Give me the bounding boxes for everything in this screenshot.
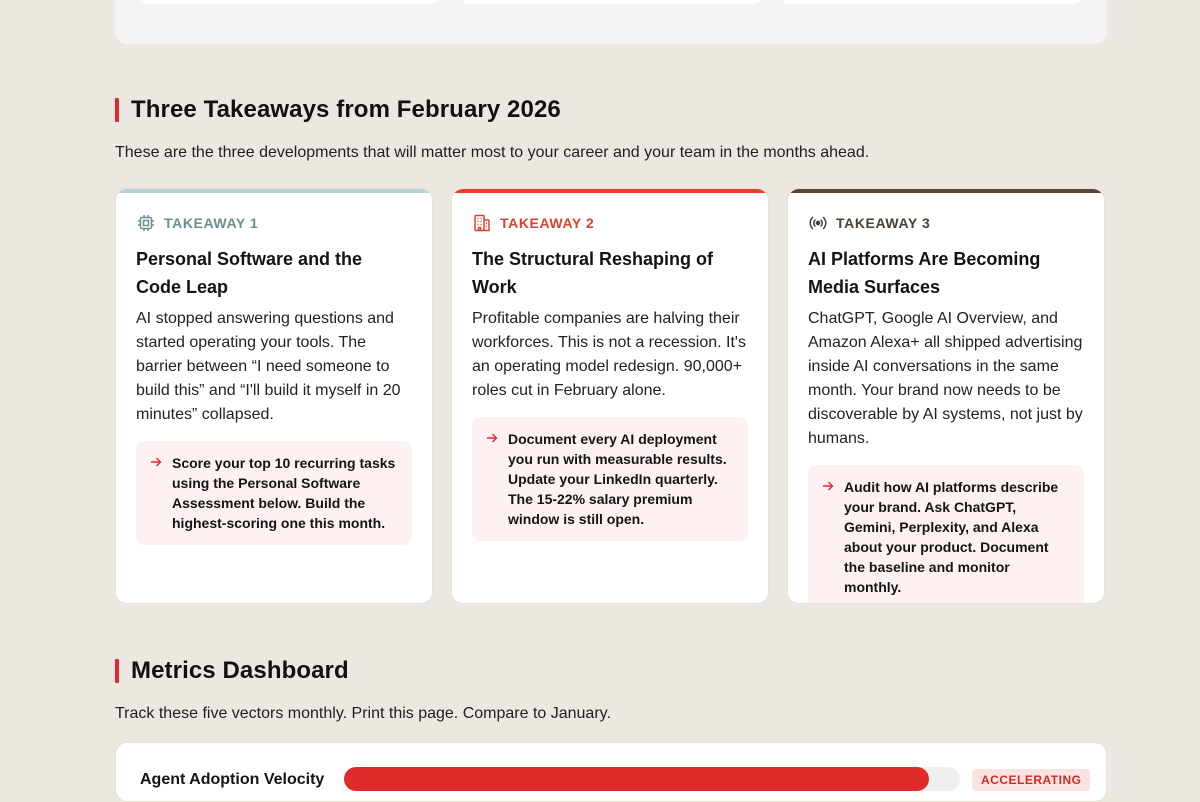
takeaway-action-text: Document every AI deployment you run with measurable results. Update your LinkedIn quarterly. The 15-22% salary premium window is still open. (508, 431, 727, 527)
takeaway-tag-label: TAKEAWAY 2 (500, 215, 595, 231)
arrow-right-icon (486, 432, 498, 444)
metrics-section-description: Track these five vectors monthly. Print this page. Compare to January. (115, 705, 611, 722)
takeaway-action-callout (472, 417, 748, 541)
takeaway-heading: The Structural Reshaping of Work (472, 249, 714, 297)
takeaway-body: ChatGPT, Google AI Overview, and Amazon Alexa+ all shipped advertising inside AI conversations in the same month. Your brand now needs to be discoverable by AI systems, not just by humans. (808, 310, 1083, 447)
card-accent-strip (452, 189, 768, 193)
broadcast-signal-icon (808, 213, 828, 233)
takeaway-tag (808, 213, 1084, 233)
metric-progress-track (344, 767, 960, 791)
previous-card (460, 0, 763, 4)
takeaway-card-3 (787, 188, 1105, 604)
takeaway-action-callout (808, 465, 1084, 604)
takeaway-heading: AI Platforms Are Becoming Media Surfaces (808, 249, 1041, 297)
takeaway-tag-label: TAKEAWAY 3 (836, 215, 931, 231)
office-building-icon (472, 213, 492, 233)
takeaway-heading: Personal Software and the Code Leap (136, 249, 363, 297)
takeaway-tag (472, 213, 748, 233)
cpu-chip-icon (136, 213, 156, 233)
metric-label: Agent Adoption Velocity (140, 771, 325, 788)
takeaway-action-text: Score your top 10 recurring tasks using the Personal Software Assessment below. Build the highest-scoring one this month. (172, 455, 396, 531)
metrics-section-title: Metrics Dashboard (131, 657, 349, 684)
takeaway-card-2 (451, 188, 769, 604)
takeaway-tag (136, 213, 412, 233)
takeaways-section-header (115, 96, 561, 124)
card-accent-strip (116, 189, 432, 193)
section-accent-bar (115, 98, 119, 122)
takeaway-tag-label: TAKEAWAY 1 (164, 215, 259, 231)
takeaways-section-description: These are the three developments that will matter most to your career and your team in the months ahead. (115, 144, 870, 161)
metrics-section-header (115, 657, 349, 685)
metric-status-badge: ACCELERATING (972, 769, 1090, 791)
arrow-right-icon (822, 480, 834, 492)
card-accent-strip (788, 189, 1104, 193)
previous-section-panel (115, 0, 1107, 44)
section-accent-bar (115, 659, 119, 683)
metric-progress-fill (344, 767, 929, 791)
previous-card (139, 0, 442, 4)
previous-card (780, 0, 1083, 4)
arrow-right-icon (150, 456, 162, 468)
takeaway-body: AI stopped answering questions and started operating your tools. The barrier between “I need someone to build this” and “I'll build it myself in 20 minutes” collapsed. (136, 310, 401, 423)
takeaway-card-1 (115, 188, 433, 604)
takeaways-section-title: Three Takeaways from February 2026 (131, 96, 561, 123)
takeaway-action-text: Audit how AI platforms describe your brand. Ask ChatGPT, Gemini, Perplexity, and Alexa about your product. Document the baseline and monitor monthly. (844, 479, 1059, 595)
metrics-dashboard-card (115, 742, 1107, 802)
takeaway-body: Profitable companies are halving their workforces. This is not a recession. It's an operating model redesign. 90,000+ roles cut in February alone. (472, 310, 746, 399)
takeaway-action-callout (136, 441, 412, 545)
